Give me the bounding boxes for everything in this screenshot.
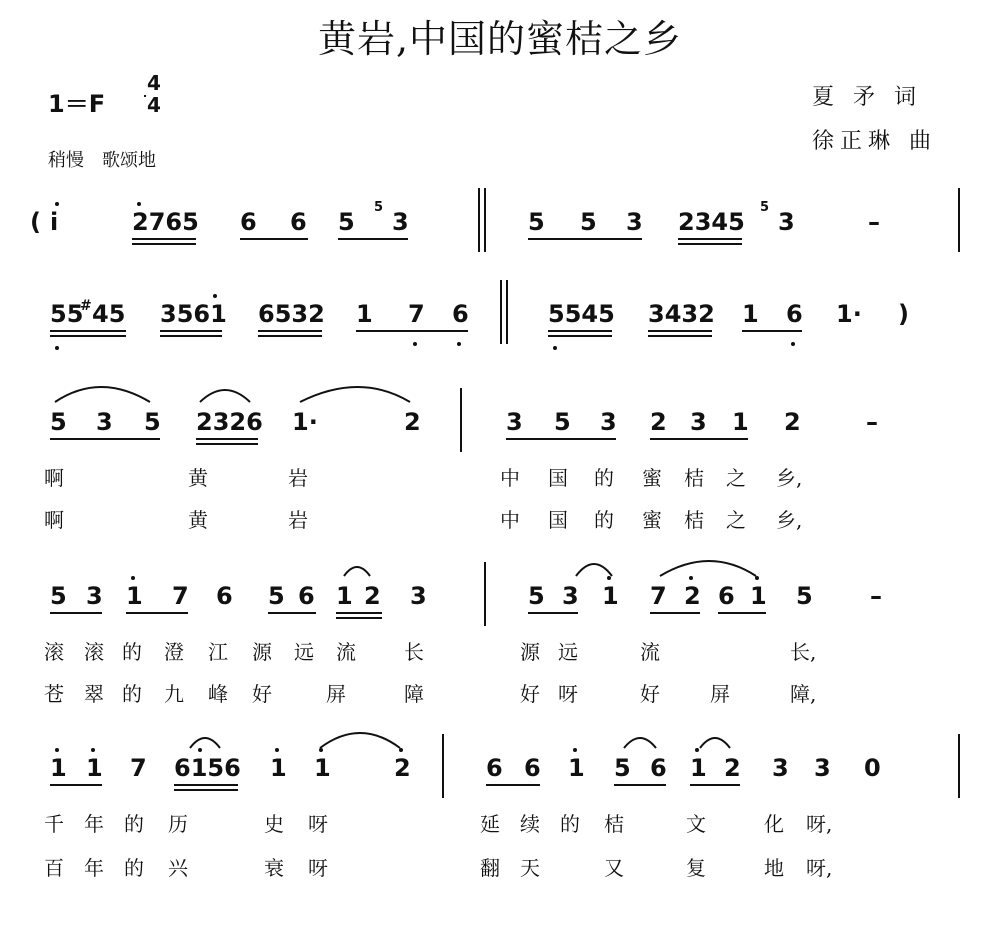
- note: 2: [724, 754, 741, 782]
- lyric: 澄: [164, 640, 184, 664]
- score-row-1: [0, 200, 1000, 268]
- lyric: 桔: [604, 812, 624, 836]
- note: 1: [690, 754, 707, 782]
- note: 2: [394, 754, 411, 782]
- note-group: 2326: [196, 408, 263, 436]
- lyric: 的: [594, 508, 614, 532]
- lyrics-row-3-verse-2: [0, 504, 1000, 564]
- lyric: 化: [764, 812, 784, 836]
- tempo-marking: 稍慢 歌颂地: [48, 150, 156, 171]
- lyric: 桔: [684, 466, 704, 490]
- note-group: 6156: [174, 754, 241, 782]
- note-group: 2345: [678, 208, 745, 236]
- lyric: 的: [124, 856, 144, 880]
- lyric: 远: [294, 640, 314, 664]
- note: 2: [684, 582, 701, 610]
- lyric: 之: [726, 466, 746, 490]
- lyric: 之: [726, 508, 746, 532]
- score-row-4: [0, 582, 1000, 642]
- lyric: 流: [336, 640, 356, 664]
- lyric: 滚: [84, 640, 104, 664]
- lyric: 地: [764, 856, 784, 880]
- song-title: 黄岩,中国的蜜桔之乡: [317, 17, 683, 61]
- note: 5: [144, 408, 161, 436]
- key-signature: 1＝F: [48, 90, 106, 118]
- lyric: 又: [604, 856, 624, 880]
- note: 3: [600, 408, 617, 436]
- note: 5: [796, 582, 813, 610]
- note: 6: [524, 754, 541, 782]
- lyricist-credit: 夏 矛 词: [812, 85, 922, 110]
- lyric: 长,: [790, 640, 817, 664]
- lyric: 续: [520, 812, 540, 836]
- meter-bottom: 4: [147, 93, 161, 117]
- note: 5: [580, 208, 597, 236]
- note: 6: [650, 754, 667, 782]
- note: 6: [486, 754, 503, 782]
- lyric: 文: [686, 812, 706, 836]
- lyric: 中: [500, 466, 520, 490]
- lyric: 翠: [84, 682, 104, 706]
- note: 5: [528, 582, 545, 610]
- lyrics-row-4-verse-2: [0, 678, 1000, 738]
- note: 2: [650, 408, 667, 436]
- note: 5: [614, 754, 631, 782]
- lyric: 史: [264, 812, 284, 836]
- note: 6: [452, 300, 469, 328]
- lyric: 呀: [308, 812, 328, 836]
- lyrics-row-5-verse-2: [0, 852, 1000, 912]
- lyric: 障,: [790, 682, 817, 706]
- score-row-5: [0, 754, 1000, 814]
- lyric: 滚: [44, 640, 64, 664]
- note: 2: [364, 582, 381, 610]
- composer-credit: 徐正琳 曲: [812, 129, 937, 154]
- note: 5: [528, 208, 545, 236]
- lyric: 源: [252, 640, 272, 664]
- note: 1: [86, 754, 103, 782]
- dash: –: [866, 408, 878, 436]
- note: 5: [268, 582, 285, 610]
- note: 6: [216, 582, 233, 610]
- time-signature: [144, 72, 164, 116]
- lyric: 啊: [44, 508, 64, 532]
- note: 3: [772, 754, 789, 782]
- lyric: 流: [640, 640, 660, 664]
- lyric: 中: [500, 508, 520, 532]
- lyric: 峰: [208, 682, 228, 706]
- grace-note: 5: [760, 200, 770, 215]
- lyric: 翻: [480, 856, 500, 880]
- note: 1: [270, 754, 287, 782]
- note: 1: [50, 754, 67, 782]
- lyric: 乡,: [776, 466, 803, 490]
- note: 6: [718, 582, 735, 610]
- lyric: 长: [404, 640, 424, 664]
- note: 7: [650, 582, 667, 610]
- note: 3: [814, 754, 831, 782]
- lyric: 远: [558, 640, 578, 664]
- lyric: 黄: [188, 466, 208, 490]
- lyric: 源: [520, 640, 540, 664]
- note: 1: [602, 582, 619, 610]
- lyric: 呀,: [806, 856, 833, 880]
- note: 3: [410, 582, 427, 610]
- note: 6: [786, 300, 803, 328]
- note: 6: [240, 208, 257, 236]
- lyric: 呀: [308, 856, 328, 880]
- lyric: 好: [640, 682, 660, 706]
- lyric: 黄: [188, 508, 208, 532]
- note: 3: [506, 408, 523, 436]
- sharp-sign: #: [80, 298, 92, 314]
- note-group: 45: [92, 300, 126, 328]
- lyric: 的: [122, 682, 142, 706]
- note: 3: [778, 208, 795, 236]
- lyric: 的: [122, 640, 142, 664]
- note: 7: [172, 582, 189, 610]
- lyric: 的: [124, 812, 144, 836]
- note: i: [50, 208, 59, 236]
- note: 1: [750, 582, 767, 610]
- note: 1: [356, 300, 373, 328]
- lyric: 呀: [558, 682, 578, 706]
- note-group: 3561: [160, 300, 227, 328]
- lyric: 年: [84, 856, 104, 880]
- note: 3: [562, 582, 579, 610]
- lyric: 延: [480, 812, 500, 836]
- lyric: 的: [560, 812, 580, 836]
- note-group: 6532: [258, 300, 325, 328]
- note-group: 55: [50, 300, 84, 328]
- note: 2: [404, 408, 421, 436]
- note: 1: [314, 754, 331, 782]
- lyric: 百: [44, 856, 64, 880]
- note: 3: [96, 408, 113, 436]
- lyric: 历: [168, 812, 188, 836]
- lyric: 乡,: [776, 508, 803, 532]
- lyric: 复: [686, 856, 706, 880]
- note: 2: [784, 408, 801, 436]
- dash: –: [868, 208, 880, 236]
- note-group: 3432: [648, 300, 715, 328]
- lyric: 岩: [288, 508, 308, 532]
- dash: –: [870, 582, 882, 610]
- lyric: 蜜: [642, 508, 662, 532]
- score-row-3: [0, 408, 1000, 468]
- note: 5: [554, 408, 571, 436]
- lyric: 兴: [168, 856, 188, 880]
- note: 3: [690, 408, 707, 436]
- lyric: 苍: [44, 682, 64, 706]
- note: 1: [126, 582, 143, 610]
- lyric: 江: [208, 640, 228, 664]
- lyric: 九: [164, 682, 184, 706]
- lyric: 屏: [326, 682, 346, 706]
- grace-note: 5: [374, 200, 384, 215]
- note-group: 2765: [132, 208, 199, 236]
- note: 6: [298, 582, 315, 610]
- note: 1·: [836, 300, 862, 328]
- lyric: 蜜: [642, 466, 662, 490]
- lyric: 桔: [684, 508, 704, 532]
- note: 6: [290, 208, 307, 236]
- note: 7: [408, 300, 425, 328]
- note: 3: [86, 582, 103, 610]
- note: 3: [626, 208, 643, 236]
- note: 1: [336, 582, 353, 610]
- note: 1: [568, 754, 585, 782]
- lyric: 好: [520, 682, 540, 706]
- close-paren: ): [898, 300, 909, 328]
- lyric: 国: [548, 466, 568, 490]
- lyric: 岩: [288, 466, 308, 490]
- lyric: 的: [594, 466, 614, 490]
- note: 1: [742, 300, 759, 328]
- score-row-2: [0, 300, 1000, 360]
- note: 5: [50, 408, 67, 436]
- note: 5: [50, 582, 67, 610]
- note: 7: [130, 754, 147, 782]
- lyric: 屏: [710, 682, 730, 706]
- note: 3: [392, 208, 409, 236]
- rest: 0: [864, 754, 881, 782]
- note-group: 5545: [548, 300, 615, 328]
- note: 5: [338, 208, 355, 236]
- lyric: 啊: [44, 466, 64, 490]
- lyric: 障: [404, 682, 424, 706]
- lyric: 国: [548, 508, 568, 532]
- note: 1·: [292, 408, 318, 436]
- note: 1: [732, 408, 749, 436]
- lyric: 衰: [264, 856, 284, 880]
- lyric: 年: [84, 812, 104, 836]
- lyric: 天: [520, 856, 540, 880]
- open-paren: (: [30, 208, 41, 236]
- lyric: 呀,: [806, 812, 833, 836]
- lyric: 好: [252, 682, 272, 706]
- lyric: 千: [44, 812, 64, 836]
- meter-top: 4: [147, 71, 161, 95]
